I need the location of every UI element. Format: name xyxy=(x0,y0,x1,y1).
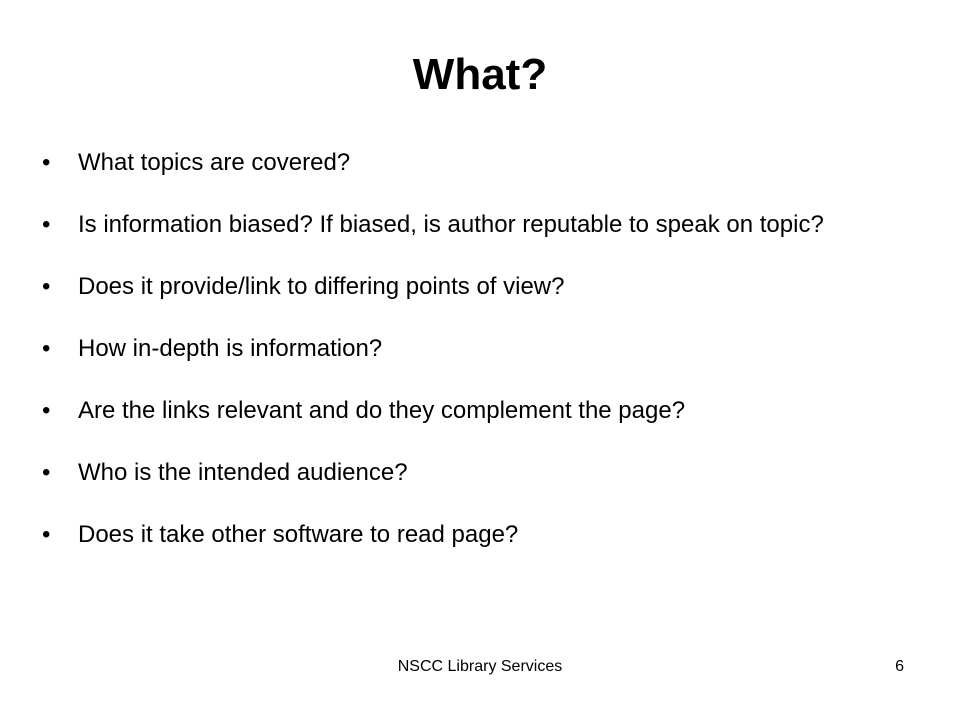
bullet-text: Is information biased? If biased, is author reputable to speak on topic? xyxy=(78,211,824,238)
bullet-item xyxy=(42,456,872,490)
bullet-glyph: • xyxy=(42,521,51,548)
bullet-glyph: • xyxy=(42,397,51,424)
bullet-text: Are the links relevant and do they complement the page? xyxy=(78,397,686,424)
bullet-glyph: • xyxy=(42,335,51,362)
bullet-text: Does it take other software to read page? xyxy=(78,521,519,548)
bullet-item xyxy=(42,332,872,366)
bullet-list xyxy=(42,146,872,580)
bullet-item xyxy=(42,270,872,304)
bullet-text: How in-depth is information? xyxy=(78,335,383,362)
slide-title: What? xyxy=(412,50,548,99)
bullet-item xyxy=(42,146,872,180)
bullet-item xyxy=(42,394,872,428)
footer-source: NSCC Library Services xyxy=(397,658,563,675)
bullet-glyph: • xyxy=(42,273,51,300)
bullet-glyph: • xyxy=(42,459,51,486)
bullet-glyph: • xyxy=(42,149,51,176)
bullet-text: Does it provide/link to differing points of view? xyxy=(78,273,565,300)
bullet-item xyxy=(42,518,872,552)
bullet-glyph: • xyxy=(42,211,51,238)
bullet-item xyxy=(42,208,872,242)
slide-page-number: 6 xyxy=(895,658,904,675)
bullet-text: What topics are covered? xyxy=(78,149,351,176)
bullet-text: Who is the intended audience? xyxy=(78,459,408,486)
